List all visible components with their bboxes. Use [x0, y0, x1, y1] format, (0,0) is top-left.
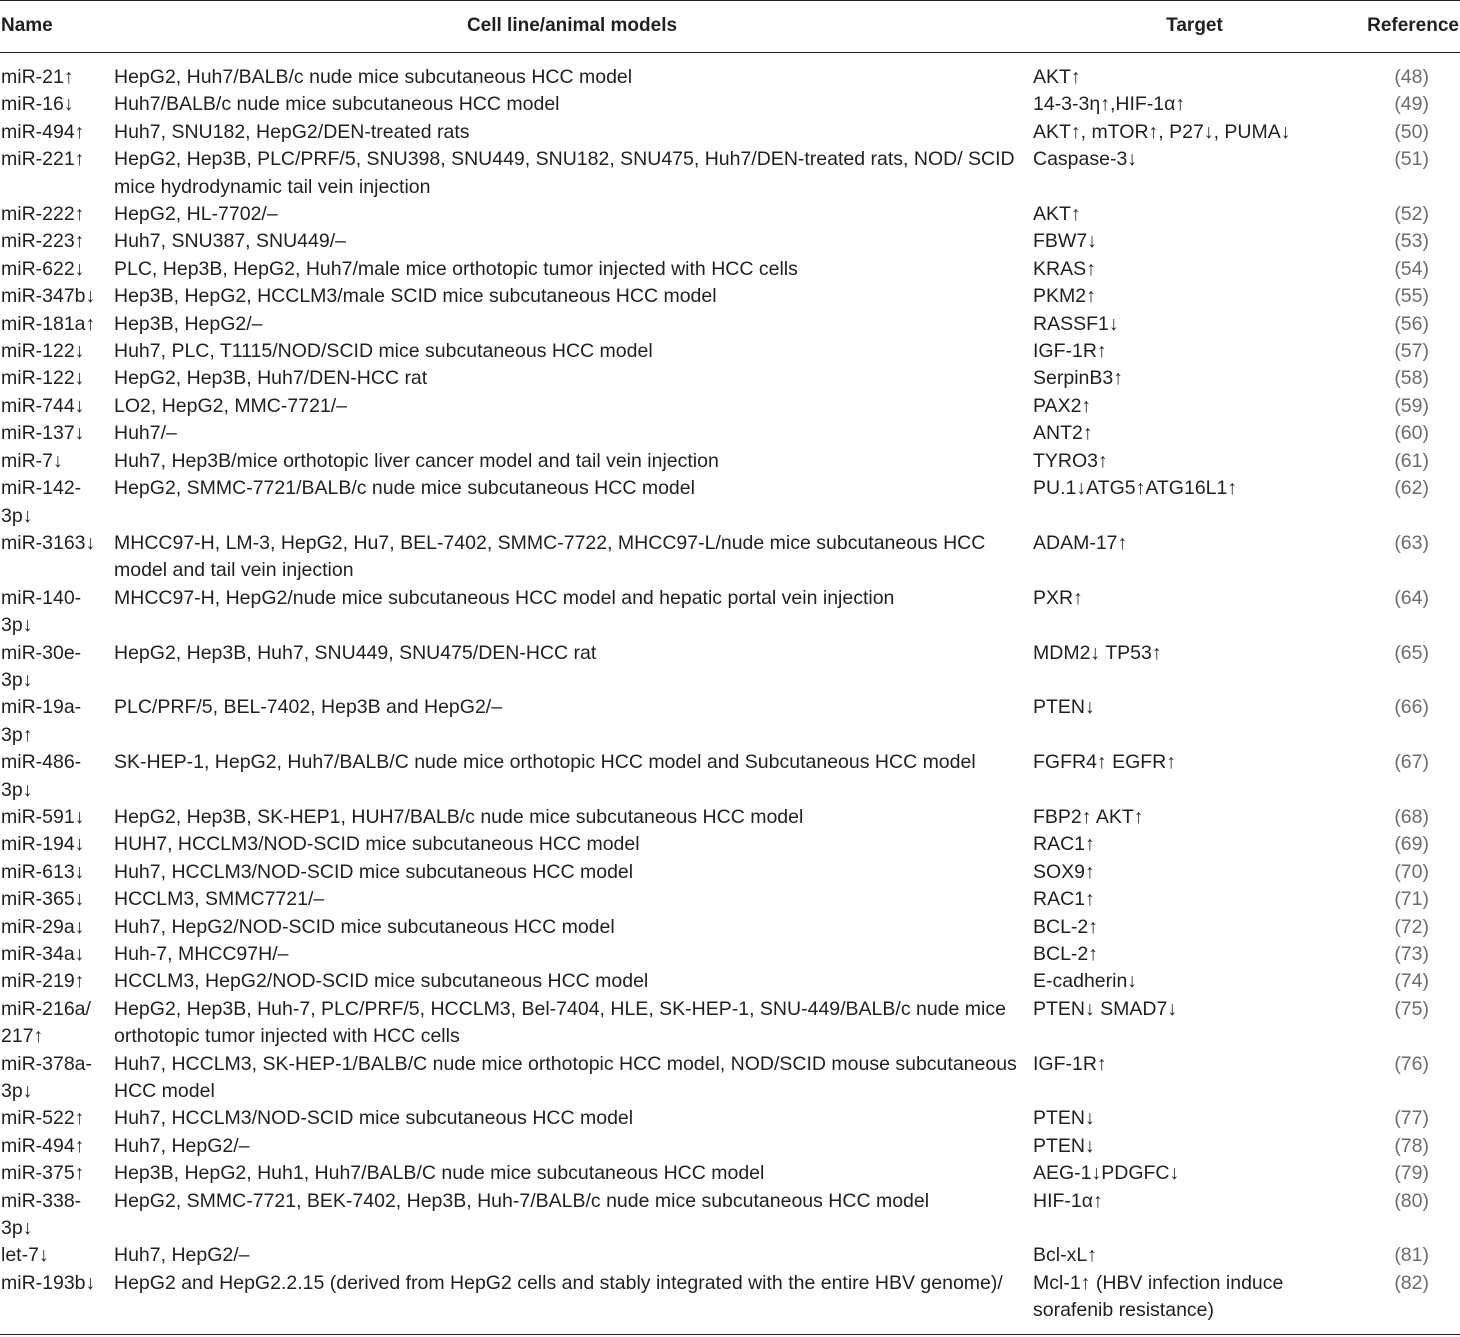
cell-target: MDM2↓ TP53↑	[1033, 641, 1162, 664]
cell-reference: (75)	[1394, 997, 1429, 1020]
cell-model: Huh7, SNU182, HepG2/DEN-treated rats	[114, 120, 470, 143]
cell-model: Huh7, HCCLM3, SK-HEP-1/BALB/C nude mice orthotopic HCC model, NOD/SCID mouse subcutaneous HCC model	[114, 1052, 1017, 1103]
table-row	[0, 1133, 1460, 1160]
cell-name: miR-137↓	[1, 422, 85, 445]
cell-name: miR-122↓	[1, 367, 85, 390]
cell-reference: (62)	[1394, 477, 1429, 500]
cell-model: Hep3B, HepG2, Huh1, Huh7/BALB/C nude mice subcutaneous HCC model	[114, 1162, 765, 1185]
cell-name: miR-219↑	[1, 970, 85, 993]
cell-reference: (82)	[1394, 1271, 1429, 1294]
cell-target: PXR↑	[1033, 586, 1083, 609]
cell-target: PTEN↓ SMAD7↓	[1033, 997, 1178, 1020]
table-row	[0, 91, 1460, 118]
cell-target: PTEN↓	[1033, 696, 1095, 719]
cell-reference: (72)	[1394, 915, 1429, 938]
table-row	[0, 338, 1460, 365]
cell-reference: (54)	[1394, 257, 1429, 280]
cell-name: miR-522↑	[1, 1107, 85, 1130]
cell-model: Huh7, HepG2/NOD-SCID mice subcutaneous HCC model	[114, 915, 615, 938]
cell-reference: (48)	[1394, 66, 1429, 88]
cell-name: miR-221↑	[1, 148, 85, 171]
cell-model: HepG2, SMMC-7721, BEK-7402, Hep3B, Huh-7/BALB/c nude mice subcutaneous HCC model	[114, 1189, 930, 1212]
table-row	[0, 283, 1460, 310]
cell-model: PLC/PRF/5, BEL-7402, Hep3B and HepG2/–	[114, 696, 503, 719]
cell-target: RASSF1↓	[1033, 312, 1119, 335]
cell-reference: (64)	[1394, 586, 1429, 609]
table-row	[0, 311, 1460, 338]
cell-name: miR-21↑	[1, 66, 74, 88]
cell-model: HepG2, Hep3B, SK-HEP1, HUH7/BALB/c nude mice subcutaneous HCC model	[114, 805, 804, 828]
cell-name: miR-347b↓	[1, 285, 96, 308]
cell-model: Hep3B, HepG2, HCCLM3/male SCID mice subcutaneous HCC model	[114, 285, 717, 308]
table-row	[0, 694, 1460, 749]
header-name: Name	[0, 0, 112, 53]
cell-reference: (60)	[1394, 422, 1429, 445]
table-row	[0, 201, 1460, 228]
cell-name: miR-19a- 3p↑	[1, 696, 82, 746]
cell-reference: (76)	[1394, 1052, 1429, 1075]
cell-name: miR-375↑	[1, 1162, 85, 1185]
cell-model: Huh7, HCCLM3/NOD-SCID mice subcutaneous HCC model	[114, 1107, 634, 1130]
cell-model: MHCC97-H, HepG2/nude mice subcutaneous HCC model and hepatic portal vein injection	[114, 586, 895, 609]
cell-model: PLC, Hep3B, HepG2, Huh7/male mice orthotopic tumor injected with HCC cells	[114, 257, 798, 280]
cell-reference: (68)	[1394, 805, 1429, 828]
cell-reference: (52)	[1394, 203, 1429, 226]
table-row	[0, 859, 1460, 886]
cell-target: PTEN↓	[1033, 1134, 1095, 1157]
table-row	[0, 393, 1460, 420]
header-cell-line-animal-models: Cell line/animal models	[112, 0, 1032, 53]
table-row	[0, 256, 1460, 283]
cell-target: PU.1↓ATG5↑ATG16L1↑	[1033, 477, 1238, 500]
cell-model: Huh-7, MHCC97H/–	[114, 943, 289, 965]
cell-model: HepG2, HL-7702/–	[114, 203, 278, 226]
cell-target: AKT↑	[1033, 66, 1081, 88]
table-row	[0, 448, 1460, 475]
cell-name: miR-494↑	[1, 1134, 85, 1157]
cell-name: miR-222↑	[1, 203, 85, 226]
cell-target: AKT↑	[1033, 203, 1081, 226]
cell-target: FBP2↑ AKT↑	[1033, 805, 1144, 828]
table-row	[0, 1105, 1460, 1132]
cell-name: miR-122↓	[1, 340, 85, 363]
table-row	[0, 228, 1460, 255]
table-top-rule	[0, 0, 1460, 1]
cell-target: FBW7↓	[1033, 230, 1097, 253]
cell-target: ANT2↑	[1033, 422, 1093, 445]
cell-model: Huh7, HepG2/–	[114, 1134, 250, 1157]
cell-model: HCCLM3, HepG2/NOD-SCID mice subcutaneous HCC model	[114, 970, 649, 993]
cell-target: Mcl-1↑ (HBV infection induce sorafenib resistance)	[1033, 1271, 1284, 1322]
cell-reference: (81)	[1394, 1244, 1429, 1267]
cell-name: miR-34a↓	[1, 943, 85, 965]
cell-name: miR-7↓	[1, 449, 63, 472]
table-row	[0, 831, 1460, 858]
cell-target: PAX2↑	[1033, 394, 1092, 417]
header-target: Target	[1032, 0, 1357, 53]
cell-reference: (78)	[1394, 1134, 1429, 1157]
cell-model: HepG2, SMMC-7721/BALB/c nude mice subcutaneous HCC model	[114, 477, 695, 500]
cell-name: miR-486- 3p↓	[1, 751, 82, 801]
table-row	[0, 1051, 1460, 1106]
cell-target: Caspase-3↓	[1033, 148, 1138, 171]
cell-target: BCL-2↑	[1033, 943, 1099, 965]
table-row	[0, 914, 1460, 941]
cell-reference: (67)	[1394, 751, 1429, 774]
cell-reference: (77)	[1394, 1107, 1429, 1130]
table-row	[0, 749, 1460, 804]
cell-target: RAC1↑	[1033, 833, 1095, 856]
cell-target: 14-3-3η↑,HIF-1α↑	[1033, 93, 1186, 116]
cell-target: BCL-2↑	[1033, 915, 1099, 938]
cell-reference: (74)	[1394, 970, 1429, 993]
cell-model: MHCC97-H, LM-3, HepG2, Hu7, BEL-7402, SMMC-7722, MHCC97-L/nude mice subcutaneous HCC model and tail vein injection	[114, 531, 986, 582]
cell-model: SK-HEP-1, HepG2, Huh7/BALB/C nude mice orthotopic HCC model and Subcutaneous HCC model	[114, 751, 976, 774]
table-row	[0, 119, 1460, 146]
cell-target: KRAS↑	[1033, 257, 1096, 280]
cell-target: RAC1↑	[1033, 888, 1095, 911]
cell-model: HepG2, Hep3B, Huh7, SNU449, SNU475/DEN-HCC rat	[114, 641, 597, 664]
table-row	[0, 365, 1460, 392]
table-row	[0, 1188, 1460, 1243]
cell-reference: (63)	[1394, 531, 1429, 554]
cell-name: miR-140- 3p↓	[1, 586, 82, 637]
cell-target: SerpinB3↑	[1033, 367, 1123, 390]
cell-reference: (73)	[1394, 943, 1429, 965]
cell-model: Huh7, PLC, T1115/NOD/SCID mice subcutaneous HCC model	[114, 340, 653, 363]
cell-name: miR-29a↓	[1, 915, 85, 938]
table-row	[0, 1160, 1460, 1187]
table-row	[0, 420, 1460, 447]
cell-name: miR-181a↑	[1, 312, 96, 335]
header-row	[0, 0, 1460, 53]
cell-target: IGF-1R↑	[1033, 340, 1107, 363]
cell-reference: (58)	[1394, 367, 1429, 390]
cell-target: Bcl-xL↑	[1033, 1244, 1097, 1267]
cell-name: miR-142- 3p↓	[1, 477, 82, 527]
cell-reference: (65)	[1394, 641, 1429, 664]
cell-name: miR-223↑	[1, 230, 85, 253]
cell-name: miR-194↓	[1, 833, 85, 856]
cell-model: Huh7, SNU387, SNU449/–	[114, 230, 346, 253]
header-reference: Reference	[1357, 0, 1460, 53]
cell-target: AKT↑, mTOR↑, P27↓, PUMA↓	[1033, 120, 1291, 143]
cell-model: Huh7, HCCLM3/NOD-SCID mice subcutaneous HCC model	[114, 860, 634, 883]
cell-name: miR-378a- 3p↓	[1, 1052, 93, 1103]
cell-target: AEG-1↓PDGFC↓	[1033, 1162, 1180, 1185]
cell-target: TYRO3↑	[1033, 449, 1108, 472]
cell-model: Huh7/–	[114, 422, 177, 445]
table-row	[0, 941, 1460, 968]
table-row	[0, 585, 1460, 640]
cell-target: HIF-1α↑	[1033, 1189, 1103, 1212]
cell-name: miR-16↓	[1, 93, 74, 116]
table-row	[0, 640, 1460, 695]
cell-target: PKM2↑	[1033, 285, 1096, 308]
cell-model: Hep3B, HepG2/–	[114, 312, 263, 335]
cell-name: miR-613↓	[1, 860, 85, 883]
cell-target: PTEN↓	[1033, 1107, 1095, 1130]
table-body	[0, 53, 1460, 1325]
table-row	[0, 804, 1460, 831]
cell-model: Huh7/BALB/c nude mice subcutaneous HCC model	[114, 93, 560, 116]
table-row	[0, 886, 1460, 913]
cell-name: let-7↓	[1, 1244, 49, 1267]
cell-name: miR-3163↓	[1, 531, 96, 554]
cell-target: SOX9↑	[1033, 860, 1095, 883]
cell-reference: (57)	[1394, 340, 1429, 363]
cell-model: HepG2, Hep3B, Huh-7, PLC/PRF/5, HCCLM3, Bel-7404, HLE, SK-HEP-1, SNU-449/BALB/c nude mice orthotopic tumor injected with HCC cells	[114, 997, 1006, 1048]
cell-target: IGF-1R↑	[1033, 1052, 1107, 1075]
cell-model: HepG2 and HepG2.2.15 (derived from HepG2 cells and stably integrated with the entire HBV genome)/	[114, 1271, 1003, 1294]
table-row	[0, 968, 1460, 995]
cell-name: miR-365↓	[1, 888, 85, 911]
cell-reference: (56)	[1394, 312, 1429, 335]
cell-reference: (55)	[1394, 285, 1429, 308]
cell-reference: (59)	[1394, 394, 1429, 417]
table-header	[0, 0, 1460, 53]
cell-name: miR-338- 3p↓	[1, 1189, 82, 1240]
cell-name: miR-591↓	[1, 805, 85, 828]
cell-name: miR-622↓	[1, 257, 85, 280]
cell-reference: (70)	[1394, 860, 1429, 883]
cell-reference: (53)	[1394, 230, 1429, 253]
table-row	[0, 1270, 1460, 1325]
cell-reference: (61)	[1394, 449, 1429, 472]
cell-model: HepG2, Hep3B, PLC/PRF/5, SNU398, SNU449, SNU182, SNU475, Huh7/DEN-treated rats, NOD/ SCID mice hydrodynamic tail vein injection	[114, 148, 1015, 198]
cell-name: miR-193b↓	[1, 1271, 96, 1294]
cell-reference: (80)	[1394, 1189, 1429, 1212]
cell-target: E-cadherin↓	[1033, 970, 1138, 993]
cell-model: Huh7, Hep3B/mice orthotopic liver cancer model and tail vein injection	[114, 449, 719, 472]
cell-reference: (49)	[1394, 93, 1429, 116]
table-bottom-rule	[0, 1334, 1460, 1335]
cell-reference: (50)	[1394, 120, 1429, 143]
cell-name: miR-744↓	[1, 394, 85, 417]
cell-target: ADAM-17↑	[1033, 531, 1128, 554]
cell-model: Huh7, HepG2/–	[114, 1244, 250, 1267]
cell-model: HepG2, Hep3B, Huh7/DEN-HCC rat	[114, 367, 428, 390]
cell-reference: (51)	[1394, 148, 1429, 171]
cell-name: miR-30e- 3p↓	[1, 641, 82, 691]
table-row	[0, 53, 1460, 92]
table-row	[0, 996, 1460, 1051]
table-row	[0, 530, 1460, 585]
table-row	[0, 1242, 1460, 1269]
table-row	[0, 146, 1460, 201]
cell-model: HepG2, Huh7/BALB/c nude mice subcutaneous HCC model	[114, 66, 633, 88]
table-row	[0, 475, 1460, 530]
cell-reference: (79)	[1394, 1162, 1429, 1185]
cell-model: HCCLM3, SMMC7721/–	[114, 888, 325, 911]
cell-name: miR-494↑	[1, 120, 85, 143]
cell-reference: (69)	[1394, 833, 1429, 856]
cell-reference: (71)	[1394, 888, 1429, 911]
cell-name: miR-216a/ 217↑	[1, 997, 91, 1048]
cell-reference: (66)	[1394, 696, 1429, 719]
cell-model: LO2, HepG2, MMC-7721/–	[114, 394, 348, 417]
cell-model: HUH7, HCCLM3/NOD-SCID mice subcutaneous HCC model	[114, 833, 640, 856]
cell-target: FGFR4↑ EGFR↑	[1033, 751, 1177, 774]
